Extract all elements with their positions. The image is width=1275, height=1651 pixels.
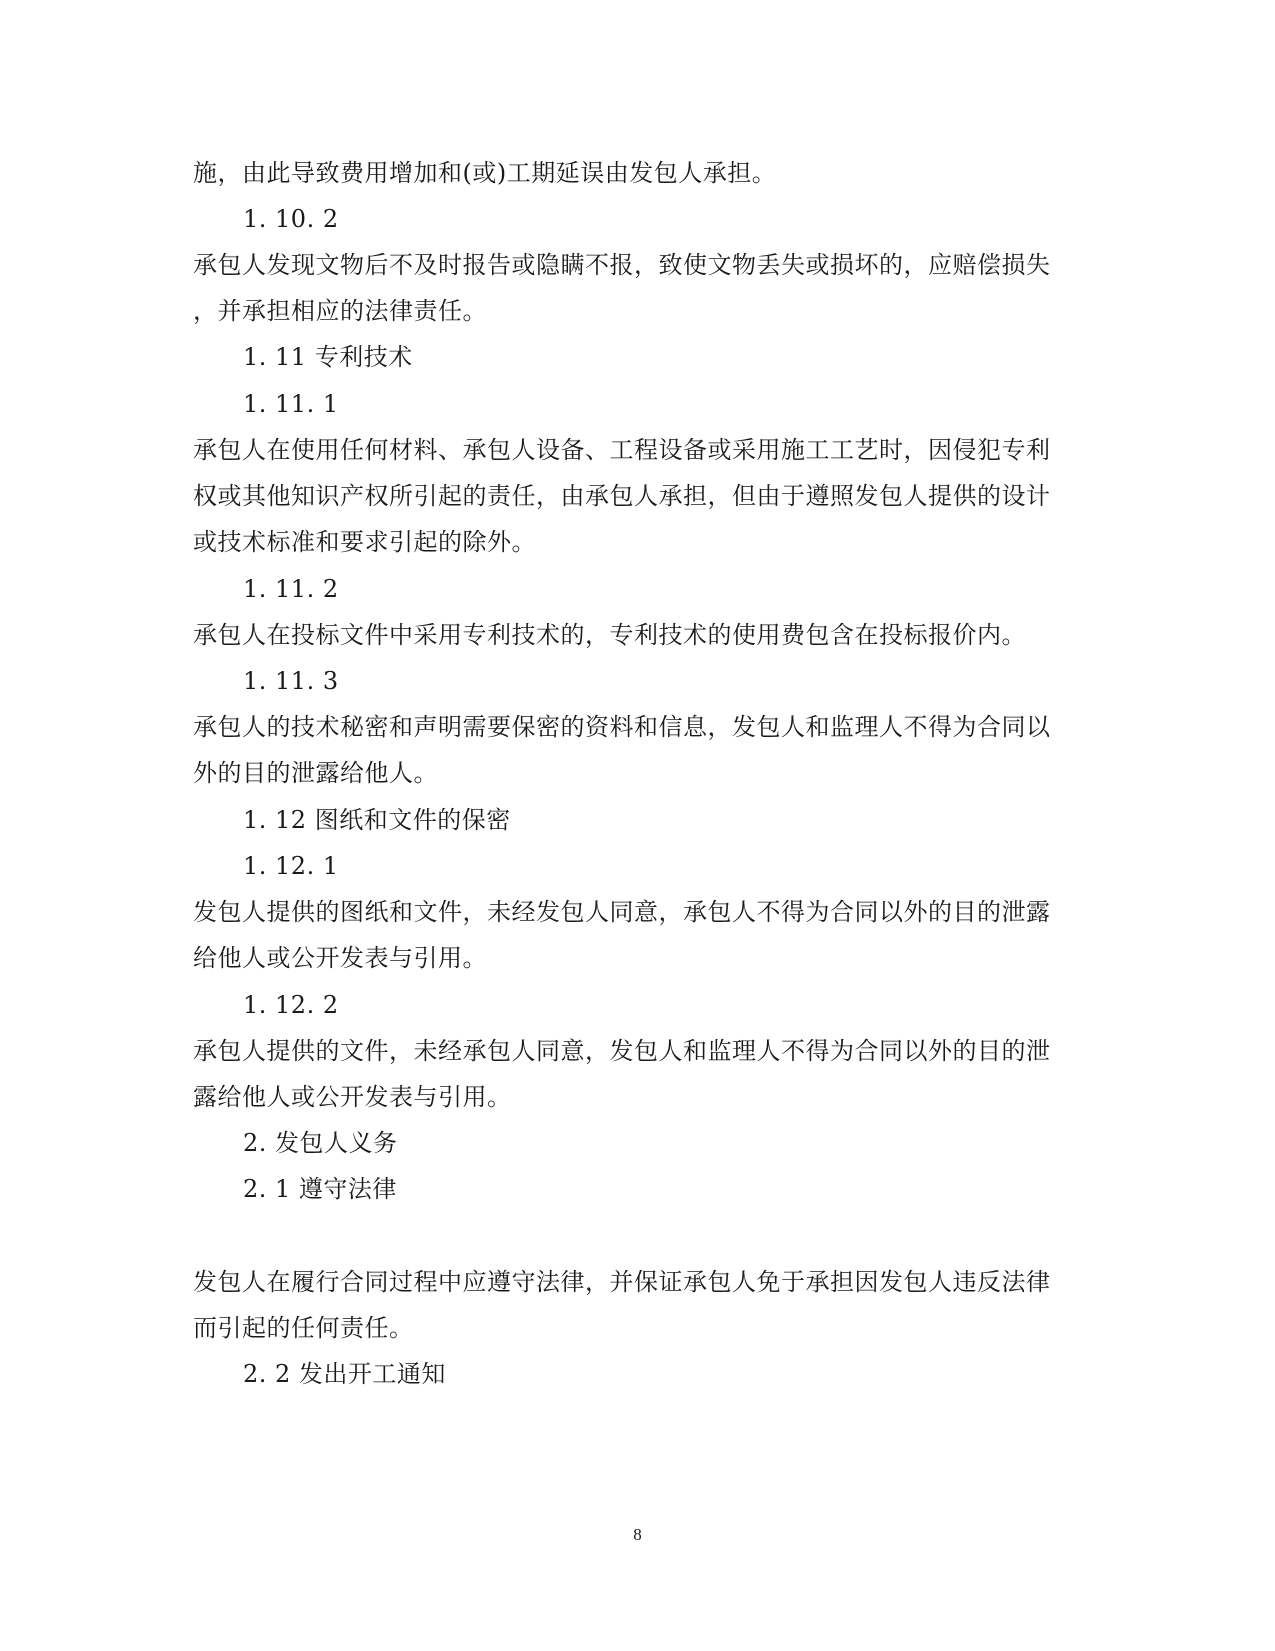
- paragraph-line: 承包人发现文物后不及时报告或隐瞒不报，致使文物丢失或损坏的，应赔偿损失: [193, 251, 1051, 279]
- paragraph-line: 承包人提供的文件，未经承包人同意，发包人和监理人不得为合同以外的目的泄: [193, 1037, 1051, 1065]
- clause-number: 1. 10. 2: [243, 205, 339, 233]
- section-heading: 1. 12 图纸和文件的保密: [243, 806, 511, 834]
- paragraph-line: ，并承担相应的法律责任。: [193, 297, 487, 325]
- clause-number: 1. 11. 1: [243, 390, 339, 418]
- paragraph-line: 施，由此导致费用增加和(或)工期延误由发包人承担。: [193, 159, 777, 187]
- paragraph-line: 外的目的泄露给他人。: [193, 759, 438, 787]
- section-heading: 2. 发包人义务: [243, 1129, 398, 1157]
- paragraph-line: 露给他人或公开发表与引用。: [193, 1083, 512, 1111]
- paragraph-line: 权或其他知识产权所引起的责任，由承包人承担，但由于遵照发包人提供的设计: [193, 482, 1051, 510]
- paragraph-line: 而引起的任何责任。: [193, 1314, 414, 1342]
- page-number: 8: [633, 1525, 642, 1544]
- paragraph-line: 承包人在投标文件中采用专利技术的，专利技术的使用费包含在投标报价内。: [193, 621, 1026, 649]
- paragraph-line: 承包人的技术秘密和声明需要保密的资料和信息，发包人和监理人不得为合同以: [193, 713, 1051, 741]
- clause-number: 1. 11. 2: [243, 575, 339, 603]
- clause-number: 1. 12. 1: [243, 852, 339, 880]
- paragraph-line: 或技术标准和要求引起的除外。: [193, 528, 536, 556]
- section-heading: 2. 2 发出开工通知: [243, 1360, 446, 1388]
- section-heading: 1. 11 专利技术: [243, 343, 413, 371]
- section-heading: 2. 1 遵守法律: [243, 1175, 397, 1203]
- paragraph-line: 承包人在使用任何材料、承包人设备、工程设备或采用施工工艺时，因侵犯专利: [193, 436, 1051, 464]
- clause-number: 1. 12. 2: [243, 991, 339, 1019]
- paragraph-line: 发包人在履行合同过程中应遵守法律，并保证承包人免于承担因发包人违反法律: [193, 1268, 1051, 1296]
- clause-number: 1. 11. 3: [243, 667, 339, 695]
- paragraph-line: 发包人提供的图纸和文件，未经发包人同意，承包人不得为合同以外的目的泄露: [193, 898, 1051, 926]
- paragraph-line: 给他人或公开发表与引用。: [193, 944, 487, 972]
